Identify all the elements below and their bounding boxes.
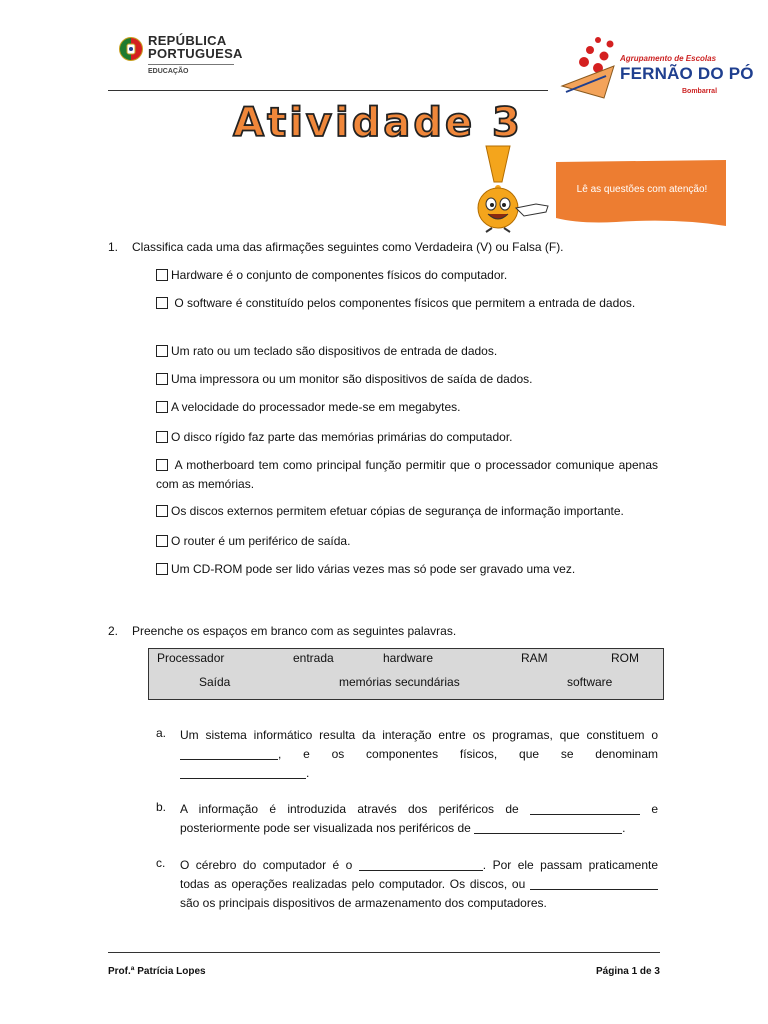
statement-3 [156, 342, 658, 361]
statement-text: O software é constituído pelos componentes físicos que permitem a entrada de dados. [171, 296, 636, 310]
exclamation-mascot-icon [464, 142, 556, 234]
footer-page-number: Página 1 de 3 [596, 966, 660, 977]
statement-text: Os discos externos permitem efetuar cópias de segurança de informação importante. [171, 504, 624, 518]
footer-teacher: Prof.ª Patrícia Lopes [108, 966, 206, 977]
school-town: Bombarral [682, 88, 718, 95]
blank-field[interactable] [474, 821, 622, 834]
blank-field[interactable] [530, 802, 640, 815]
word-bank [148, 648, 664, 700]
statement-text: Um rato ou um teclado são dispositivos de entrada de dados. [171, 344, 498, 358]
blank-field[interactable] [530, 877, 658, 890]
statement-7 [156, 456, 658, 494]
statement-text: Uma impressora ou um monitor são dispositivos de saída de dados. [171, 372, 533, 386]
word-bank-item: ROM [611, 651, 639, 665]
statement-text: O disco rígido faz parte das memórias primárias do computador. [171, 430, 513, 444]
blank-field[interactable] [180, 747, 278, 760]
checkbox[interactable] [156, 373, 168, 385]
statement-9 [156, 532, 658, 551]
word-bank-item: entrada [293, 651, 334, 665]
statement-text: Um CD-ROM pode ser lido várias vezes mas só pode ser gravado uma vez. [171, 562, 576, 576]
instruction-callout [556, 160, 726, 226]
school-name: FERNÃO DO PÓ [620, 64, 754, 83]
checkbox[interactable] [156, 431, 168, 443]
checkbox[interactable] [156, 297, 168, 309]
statement-5 [156, 398, 658, 417]
word-bank-item: RAM [521, 651, 548, 665]
question-2-text: Preenche os espaços em branco com as seguintes palavras. [132, 624, 457, 638]
republica-label: REPÚBLICA [148, 33, 227, 48]
sub-question-c: O cérebro do computador é o . Por ele passam praticamente todas as operações realizadas pelo computador. Os discos, ou são os principais dispositivos de armazenamento dos computadores. [180, 858, 659, 910]
word-bank-item: software [567, 675, 613, 689]
statement-4 [156, 370, 658, 389]
checkbox[interactable] [156, 505, 168, 517]
sub-question-b-letter: b. [156, 800, 167, 814]
statement-text: A velocidade do processador mede-se em megabytes. [171, 400, 461, 414]
word-bank-item: Processador [157, 651, 225, 665]
school-logo [558, 36, 754, 102]
portuguesa-label: PORTUGUESA [148, 46, 243, 61]
sub-question-b: A informação é introduzida através dos periféricos de e posteriormente pode ser visualizada nos periféricos de . [180, 802, 659, 835]
word-bank-item: memórias secundárias [339, 675, 460, 689]
question-2-number: 2. [108, 624, 119, 638]
sub-question-a: Um sistema informático resulta da interação entre os programas, que constituem o , e os componentes físicos, que se denominam . [180, 728, 658, 780]
checkbox[interactable] [156, 345, 168, 357]
statement-2 [156, 294, 658, 313]
statement-6 [156, 428, 658, 447]
checkbox[interactable] [156, 535, 168, 547]
coat-of-arms-icon [118, 32, 144, 66]
instruction-callout-text: Lê as questões com atenção! [576, 184, 708, 195]
statement-10 [156, 560, 658, 579]
sub-question-c-letter: c. [156, 856, 166, 870]
word-bank-item: Saída [199, 675, 231, 689]
statement-8 [156, 502, 658, 521]
footer-divider [108, 952, 660, 953]
statement-text: Hardware é o conjunto de componentes físicos do computador. [171, 268, 508, 282]
statement-text: A motherboard tem como principal função permitir que o processador comunique apenas com as memórias. [156, 458, 658, 491]
checkbox[interactable] [156, 269, 168, 281]
mascot-illustration [464, 142, 556, 234]
blank-field[interactable] [180, 766, 306, 779]
statement-text: O router é um periférico de saída. [171, 534, 351, 548]
question-1-text: Classifica cada uma das afirmações seguintes como Verdadeira (V) ou Falsa (F). [132, 240, 564, 254]
header-underline [108, 90, 548, 91]
logo-divider [148, 64, 234, 65]
page-title [178, 96, 578, 148]
school-group-label: Agrupamento de Escolas [620, 54, 717, 63]
checkbox[interactable] [156, 459, 168, 471]
sub-question-a-letter: a. [156, 726, 167, 740]
page-title-text: Atividade 3 [233, 100, 523, 146]
blank-field[interactable] [359, 858, 483, 871]
checkbox[interactable] [156, 401, 168, 413]
question-1-number: 1. [108, 240, 119, 254]
word-bank-item: hardware [383, 651, 434, 665]
checkbox[interactable] [156, 563, 168, 575]
statement-1 [156, 266, 658, 285]
educacao-label: EDUCAÇÃO [148, 68, 189, 75]
republica-portuguesa-logo [118, 32, 248, 78]
